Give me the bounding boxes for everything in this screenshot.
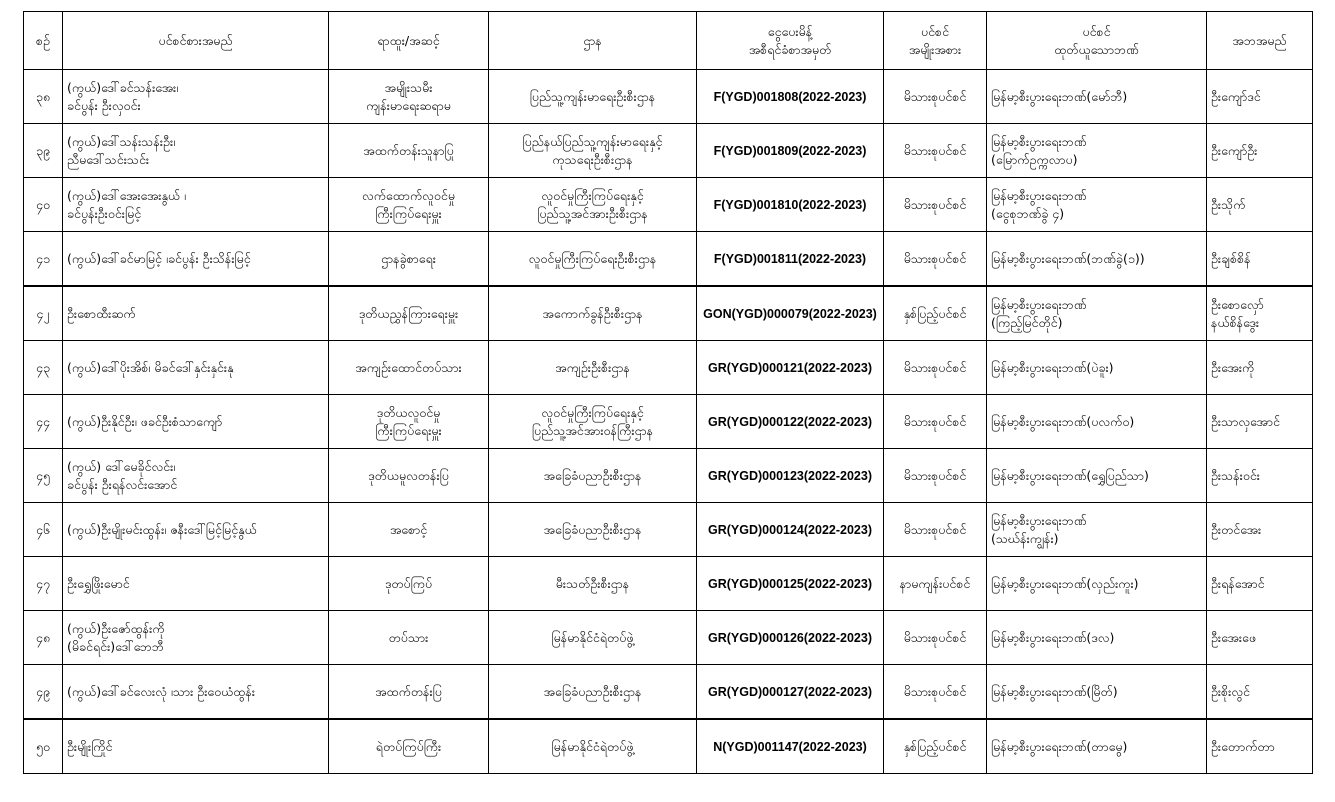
- pensioner-name-cell: [63, 286, 329, 341]
- pensioner-name-cell-line: (ကွယ်)ဒေါ်ခင်မာမြင့် ၊ခင်ပွန်း ဦးသိန်းမြင့်: [67, 250, 251, 266]
- header-text: ရာထူး/အဆင့်: [377, 32, 440, 48]
- bank-cell: [987, 70, 1207, 124]
- rank-cell: [329, 719, 489, 774]
- table-row: [24, 341, 1313, 395]
- bank-cell-line: မြန်မာ့စီးပွားရေးဘဏ်(ပဲခူး): [991, 359, 1114, 375]
- rank-cell-line: အကျဉ်းထောင်တပ်သား: [355, 359, 462, 375]
- department-cell-line: အခြေခံပညာဦးစီးဌာန: [543, 521, 642, 537]
- father-name-cell-line: ဦးရန်အောင်: [1211, 575, 1265, 591]
- father-name-cell: [1207, 341, 1313, 395]
- father-name-cell: [1207, 503, 1313, 557]
- table-row: [24, 178, 1313, 232]
- pension-type-cell: မိသားစုပင်စင်: [884, 665, 987, 720]
- pensioner-name-cell-line: ခင်ပွန်း ဦးလှဝင်း: [67, 97, 141, 113]
- table-row: [24, 449, 1313, 503]
- rank-cell: [329, 178, 489, 232]
- father-name-cell-line: ဦးတင်အေး: [1211, 521, 1262, 537]
- department-cell-line: အခြေခံပညာဦးစီးဌာန: [543, 683, 642, 699]
- pensioner-name-cell-line: (ကွယ်) ဒေါ်မေခိုင်လင်း၊: [67, 458, 176, 474]
- pensioner-name-cell-line: (ကွယ်)ဦးနိုင်ဦး၊ ဖခင်ဦးစံသာကျော်: [67, 413, 223, 429]
- serial-header: [24, 12, 63, 70]
- bank-cell: [987, 124, 1207, 178]
- rank-cell-line: အမျိုးသမီး: [384, 79, 433, 95]
- table-row: [24, 286, 1313, 341]
- header-text: အမျိုးအစား: [908, 41, 962, 57]
- rank-cell: [329, 395, 489, 449]
- serial-cell: ၄၉: [24, 665, 63, 720]
- father-name-header: [1207, 12, 1313, 70]
- rank-cell-line: တပ်သား: [388, 629, 429, 645]
- department-cell-line: မြန်မာနိုင်ငံရဲတပ်ဖွဲ့: [551, 738, 634, 754]
- serial-cell: ၄၅: [24, 449, 63, 503]
- father-name-cell: [1207, 665, 1313, 720]
- father-name-cell-line: နယ်စိန်ဒွေး: [1211, 314, 1260, 330]
- father-name-cell-line: ဦးချစ်စိန်: [1211, 250, 1251, 266]
- rank-cell-line: အစောင့်: [389, 521, 428, 537]
- bank-cell: [987, 178, 1207, 232]
- department-cell-line: ကုသရေးဦးစီးဌာန: [552, 151, 633, 167]
- department-cell-line: ပြည်သူ့ကျန်းမာရေးဦးစီးဌာန: [529, 88, 656, 104]
- bank-cell-line: မြန်မာ့စီးပွားရေးဘဏ်: [991, 512, 1087, 528]
- father-name-cell-line: ဦးသာလှအောင်: [1211, 413, 1280, 429]
- department-cell: [489, 286, 697, 341]
- pensioner-name-cell: [63, 611, 329, 665]
- pensioner-name-cell-line: (မိခင်ရင်း)ဒေါ်ဘေဘီ: [67, 638, 164, 654]
- serial-cell: ၄၁: [24, 232, 63, 287]
- table-row: [24, 395, 1313, 449]
- department-cell-line: အကျဉ်းဦးစီးဌာန: [555, 359, 630, 375]
- bank-cell: [987, 286, 1207, 341]
- pension-type-cell: နှစ်ပြည့်ပင်စင်: [884, 719, 987, 774]
- order-number-cell: GR(YGD)000122(2022-2023): [697, 395, 884, 449]
- table-row: [24, 70, 1313, 124]
- rank-cell: [329, 286, 489, 341]
- pension-type-cell: မိသားစုပင်စင်: [884, 611, 987, 665]
- bank-cell-line: မြန်မာ့စီးပွားရေးဘဏ်(ဒလ): [991, 629, 1115, 645]
- bank-cell: [987, 557, 1207, 611]
- table-row: [24, 124, 1313, 178]
- father-name-cell-line: ဦးအေးကို: [1211, 359, 1255, 375]
- father-name-cell-line: ဦးအေးဖေ: [1211, 629, 1256, 645]
- department-cell-line: ပြည်သူ့အင်အားဝန်ကြီးဌာန: [531, 422, 654, 438]
- father-name-cell-line: ဦးသန်းဝင်း: [1211, 467, 1260, 483]
- serial-cell: ၄၇: [24, 557, 63, 611]
- bank-cell-line: (သဃ်န်းကျွန်း): [991, 530, 1059, 546]
- department-cell-line: မြန်မာနိုင်ငံရဲတပ်ဖွဲ့: [551, 629, 634, 645]
- header-text: ငွေပေးမိန့်: [767, 23, 813, 39]
- father-name-cell: [1207, 232, 1313, 287]
- pensioner-name-cell-line: (ကွယ်)ဒေါ်ခင်လေးလုံ ၊သား ဦးဝေယံထွန်း: [67, 683, 256, 699]
- header-text: ဌာန: [583, 32, 602, 48]
- bank-cell-line: မြန်မာ့စီးပွားရေးဘဏ်: [991, 133, 1087, 149]
- order-number-cell: F(YGD)001811(2022-2023): [697, 232, 884, 287]
- father-name-cell: [1207, 70, 1313, 124]
- pensioner-name-cell: [63, 395, 329, 449]
- pensioner-name-cell: [63, 341, 329, 395]
- bank-cell-line: မြန်မာ့စီးပွားရေးဘဏ်(မော်ဘီ): [991, 88, 1128, 104]
- pensioner-name-cell-line: ဦးမျိုးကြိုင်: [67, 738, 113, 754]
- pension-type-cell: မိသားစုပင်စင်: [884, 503, 987, 557]
- header-text: ထုတ်ယူသောဘဏ်: [1054, 41, 1139, 57]
- pensioner-name-cell-line: (ကွယ်)ဒေါ်သန်းသန်းဦး၊: [67, 133, 176, 149]
- serial-cell: ၄၂: [24, 286, 63, 341]
- table-row: [24, 665, 1313, 720]
- father-name-cell: [1207, 286, 1313, 341]
- rank-cell-line: ဌာနခွဲစာရေး: [381, 250, 436, 266]
- order-number-cell: F(YGD)001810(2022-2023): [697, 178, 884, 232]
- bank-cell-line: (မြောက်ဥက္ကလာပ): [991, 151, 1078, 167]
- pension-type-cell: နာမကျန်းပင်စင်: [884, 557, 987, 611]
- table-row: [24, 557, 1313, 611]
- order-number-cell: GR(YGD)000127(2022-2023): [697, 665, 884, 720]
- rank-cell-line: ကျန်းမာရေးဆရာမ: [366, 97, 451, 113]
- order-number-cell: GR(YGD)000121(2022-2023): [697, 341, 884, 395]
- department-cell: [489, 449, 697, 503]
- father-name-cell: [1207, 178, 1313, 232]
- department-cell: [489, 70, 697, 124]
- order-number-cell: GR(YGD)000123(2022-2023): [697, 449, 884, 503]
- pensioner-name-header: [63, 12, 329, 70]
- rank-cell: [329, 449, 489, 503]
- table-row: [24, 232, 1313, 287]
- pensioner-name-cell-line: (ကွယ်)ဦးမျိုးမင်းထွန်း၊ ဇနီးဒေါ်မြင့်မြင့်နွယ်: [67, 521, 257, 537]
- pension-type-cell: မိသားစုပင်စင်: [884, 341, 987, 395]
- pensioner-name-cell-line: (ကွယ်)ဦးဇော်ထွန်းကို: [67, 620, 165, 636]
- bank-cell-line: မြန်မာ့စီးပွားရေးဘဏ်(တာမွေ): [991, 738, 1128, 754]
- table-row: [24, 611, 1313, 665]
- rank-cell: [329, 611, 489, 665]
- father-name-cell: [1207, 449, 1313, 503]
- serial-cell: ၄၆: [24, 503, 63, 557]
- father-name-cell-line: ဦးတောက်တာ: [1211, 738, 1275, 754]
- pensioner-name-cell-line: (ကွယ်)ဒေါ်ပိုးအိစ်၊ မိခင်ဒေါ်နှင်းနှင်းနု: [67, 359, 234, 375]
- serial-cell: ၄၀: [24, 178, 63, 232]
- order-number-cell: GR(YGD)000126(2022-2023): [697, 611, 884, 665]
- father-name-cell: [1207, 611, 1313, 665]
- department-cell: [489, 341, 697, 395]
- serial-cell: ၃၈: [24, 70, 63, 124]
- department-cell: [489, 232, 697, 287]
- bank-cell-line: (ငွေစုဘဏ်ခွဲ ၄): [991, 205, 1065, 221]
- rank-cell-line: ဒုတပ်ကြပ်: [384, 575, 433, 591]
- bank-cell: [987, 395, 1207, 449]
- pensioner-name-cell-line: ခင်ပွန်း ဦးရန်လင်းအောင်: [67, 476, 178, 492]
- pensioner-name-cell: [63, 232, 329, 287]
- serial-cell: ၄၄: [24, 395, 63, 449]
- bank-cell-line: မြန်မာ့စီးပွားရေးဘဏ်(ပလက်ဝ): [991, 413, 1135, 429]
- rank-cell: [329, 503, 489, 557]
- rank-cell: [329, 557, 489, 611]
- order-number-cell: F(YGD)001809(2022-2023): [697, 124, 884, 178]
- order-number-cell: N(YGD)001147(2022-2023): [697, 719, 884, 774]
- rank-cell-line: ကြီးကြပ်ရေးမှူး: [375, 205, 442, 221]
- pensioner-name-cell: [63, 178, 329, 232]
- header-text: အဘအမည်: [1232, 32, 1287, 48]
- pensioner-name-cell-line: ခင်ပွန်းဦးဝင်းမြင့်: [67, 205, 142, 221]
- department-cell-line: လူဝင်မှုကြီးကြပ်ရေးနှင့်: [541, 404, 644, 420]
- department-cell: [489, 124, 697, 178]
- rank-header: [329, 12, 489, 70]
- rank-cell-line: ဒုတိယလူဝင်မှု: [376, 404, 441, 420]
- father-name-cell-line: ဦးကျော်ဦး: [1211, 142, 1258, 158]
- father-name-cell: [1207, 395, 1313, 449]
- department-cell-line: အခြေခံပညာဦးစီးဌာန: [543, 467, 642, 483]
- department-cell: [489, 665, 697, 720]
- bank-cell: [987, 665, 1207, 720]
- header-text: ပင်စင်: [920, 23, 950, 39]
- serial-cell: ၃၉: [24, 124, 63, 178]
- pension-type-header: [884, 12, 987, 70]
- department-cell-line: လူဝင်မှုကြီးကြပ်ရေးနှင့်: [541, 187, 644, 203]
- department-cell: [489, 395, 697, 449]
- department-cell-line: လူဝင်မှုကြီးကြပ်ရေးဦးစီးဌာန: [528, 250, 657, 266]
- bank-header: [987, 12, 1207, 70]
- header-text: ပင်စင်စားအမည်: [158, 32, 233, 48]
- rank-cell-line: ကြီးကြပ်ရေးမှူး: [375, 422, 442, 438]
- bank-cell-line: (ကြည့်မြင်တိုင်): [991, 314, 1063, 330]
- pensioner-name-cell: [63, 665, 329, 720]
- bank-cell: [987, 341, 1207, 395]
- rank-cell-line: ဒုတိယညွှန်ကြားရေးမှူး: [358, 305, 459, 321]
- header-text: စဉ်: [36, 32, 50, 48]
- header-text: ပင်စင်: [1082, 23, 1111, 39]
- department-cell-line: ပြည်နယ်ပြည်သူ့ကျန်းမာရေးနှင့်: [522, 133, 663, 149]
- rank-cell-line: အထက်တန်းသူနာပြု: [363, 142, 454, 158]
- pensioner-name-cell: [63, 557, 329, 611]
- serial-cell: ၅၀: [24, 719, 63, 774]
- pension-type-cell: မိသားစုပင်စင်: [884, 70, 987, 124]
- pensioner-name-cell-line: ဦးရွှေဖြိုးမောင်: [67, 575, 130, 591]
- header-text: အစီရင်ခံစာအမှတ်: [748, 41, 832, 57]
- department-cell-line: မီးသတ်ဦးစီးဌာန: [555, 575, 630, 591]
- father-name-cell: [1207, 124, 1313, 178]
- pensioner-name-cell-line: (ကွယ်)ဒေါ်အေးအေးနွယ် ၊: [67, 187, 187, 203]
- department-cell: [489, 178, 697, 232]
- department-cell-line: အကောက်ခွန်ဦးစီးဌာန: [542, 305, 643, 321]
- father-name-cell-line: ဦးသိုက်: [1211, 196, 1246, 212]
- father-name-cell-line: ဦးစိုးလွင်: [1211, 683, 1250, 699]
- rank-cell: [329, 232, 489, 287]
- bank-cell-line: မြန်မာ့စီးပွားရေးဘဏ်: [991, 296, 1087, 312]
- department-cell-line: ပြည်သူ့အင်အားဦးစီးဌာန: [537, 205, 648, 221]
- pensioner-name-cell-line: ဦးစောထီးဆက်: [67, 305, 136, 321]
- rank-cell: [329, 665, 489, 720]
- rank-cell: [329, 341, 489, 395]
- father-name-cell-line: ဦးကျော်ဒင်: [1211, 88, 1261, 104]
- order-number-cell: GR(YGD)000124(2022-2023): [697, 503, 884, 557]
- order-number-header: [697, 12, 884, 70]
- pensioner-name-cell: [63, 503, 329, 557]
- bank-cell-line: မြန်မာ့စီးပွားရေးဘဏ်: [991, 187, 1087, 203]
- bank-cell: [987, 719, 1207, 774]
- bank-cell: [987, 503, 1207, 557]
- pension-type-cell: မိသားစုပင်စင်: [884, 178, 987, 232]
- department-cell: [489, 719, 697, 774]
- department-header: [489, 12, 697, 70]
- bank-cell: [987, 611, 1207, 665]
- serial-cell: ၄၃: [24, 341, 63, 395]
- pension-type-cell: မိသားစုပင်စင်: [884, 449, 987, 503]
- department-cell: [489, 611, 697, 665]
- pensioner-name-cell: [63, 70, 329, 124]
- pensioner-name-cell: [63, 124, 329, 178]
- rank-cell-line: ရဲတပ်ကြပ်ကြီး: [375, 738, 442, 754]
- bank-cell-line: မြန်မာ့စီးပွားရေးဘဏ်(မြိတ်): [991, 683, 1118, 699]
- table-row: [24, 719, 1313, 774]
- department-cell: [489, 503, 697, 557]
- rank-cell-line: လက်ထောက်လူဝင်မှု: [361, 187, 455, 203]
- order-number-cell: F(YGD)001808(2022-2023): [697, 70, 884, 124]
- bank-cell: [987, 232, 1207, 287]
- table-row: [24, 503, 1313, 557]
- pension-type-cell: မိသားစုပင်စင်: [884, 395, 987, 449]
- pensioner-name-cell: [63, 719, 329, 774]
- bank-cell: [987, 449, 1207, 503]
- bank-cell-line: မြန်မာ့စီးပွားရေးဘဏ်(ဘဏ်ခွဲ(၁)): [991, 250, 1145, 266]
- rank-cell: [329, 70, 489, 124]
- bank-cell-line: မြန်မာ့စီးပွားရေးဘဏ်(ရွှေပြည်သာ): [991, 467, 1149, 483]
- header-row: [24, 12, 1313, 70]
- pensioner-name-cell: [63, 449, 329, 503]
- serial-cell: ၄၈: [24, 611, 63, 665]
- pension-type-cell: နှစ်ပြည့်ပင်စင်: [884, 286, 987, 341]
- pension-type-cell: မိသားစုပင်စင်: [884, 232, 987, 287]
- rank-cell-line: ဒုတိယမူလတန်းပြ: [368, 467, 449, 483]
- pensioner-name-cell-line: (ကွယ်)ဒေါ်ခင်သန်းအေး၊: [67, 79, 179, 95]
- department-cell: [489, 557, 697, 611]
- order-number-cell: GON(YGD)000079(2022-2023): [697, 286, 884, 341]
- pension-table: [23, 11, 1313, 774]
- father-name-cell: [1207, 719, 1313, 774]
- bank-cell-line: မြန်မာ့စီးပွားရေးဘဏ်(လှည်းကူး): [991, 575, 1139, 591]
- pensioner-name-cell-line: ညီမဒေါ်သင်းသင်း: [67, 151, 150, 167]
- father-name-cell: [1207, 557, 1313, 611]
- order-number-cell: GR(YGD)000125(2022-2023): [697, 557, 884, 611]
- father-name-cell-line: ဦးစောလှော်: [1211, 296, 1264, 312]
- rank-cell: [329, 124, 489, 178]
- rank-cell-line: အထက်တန်းပြ: [375, 683, 442, 699]
- pension-type-cell: မိသားစုပင်စင်: [884, 124, 987, 178]
